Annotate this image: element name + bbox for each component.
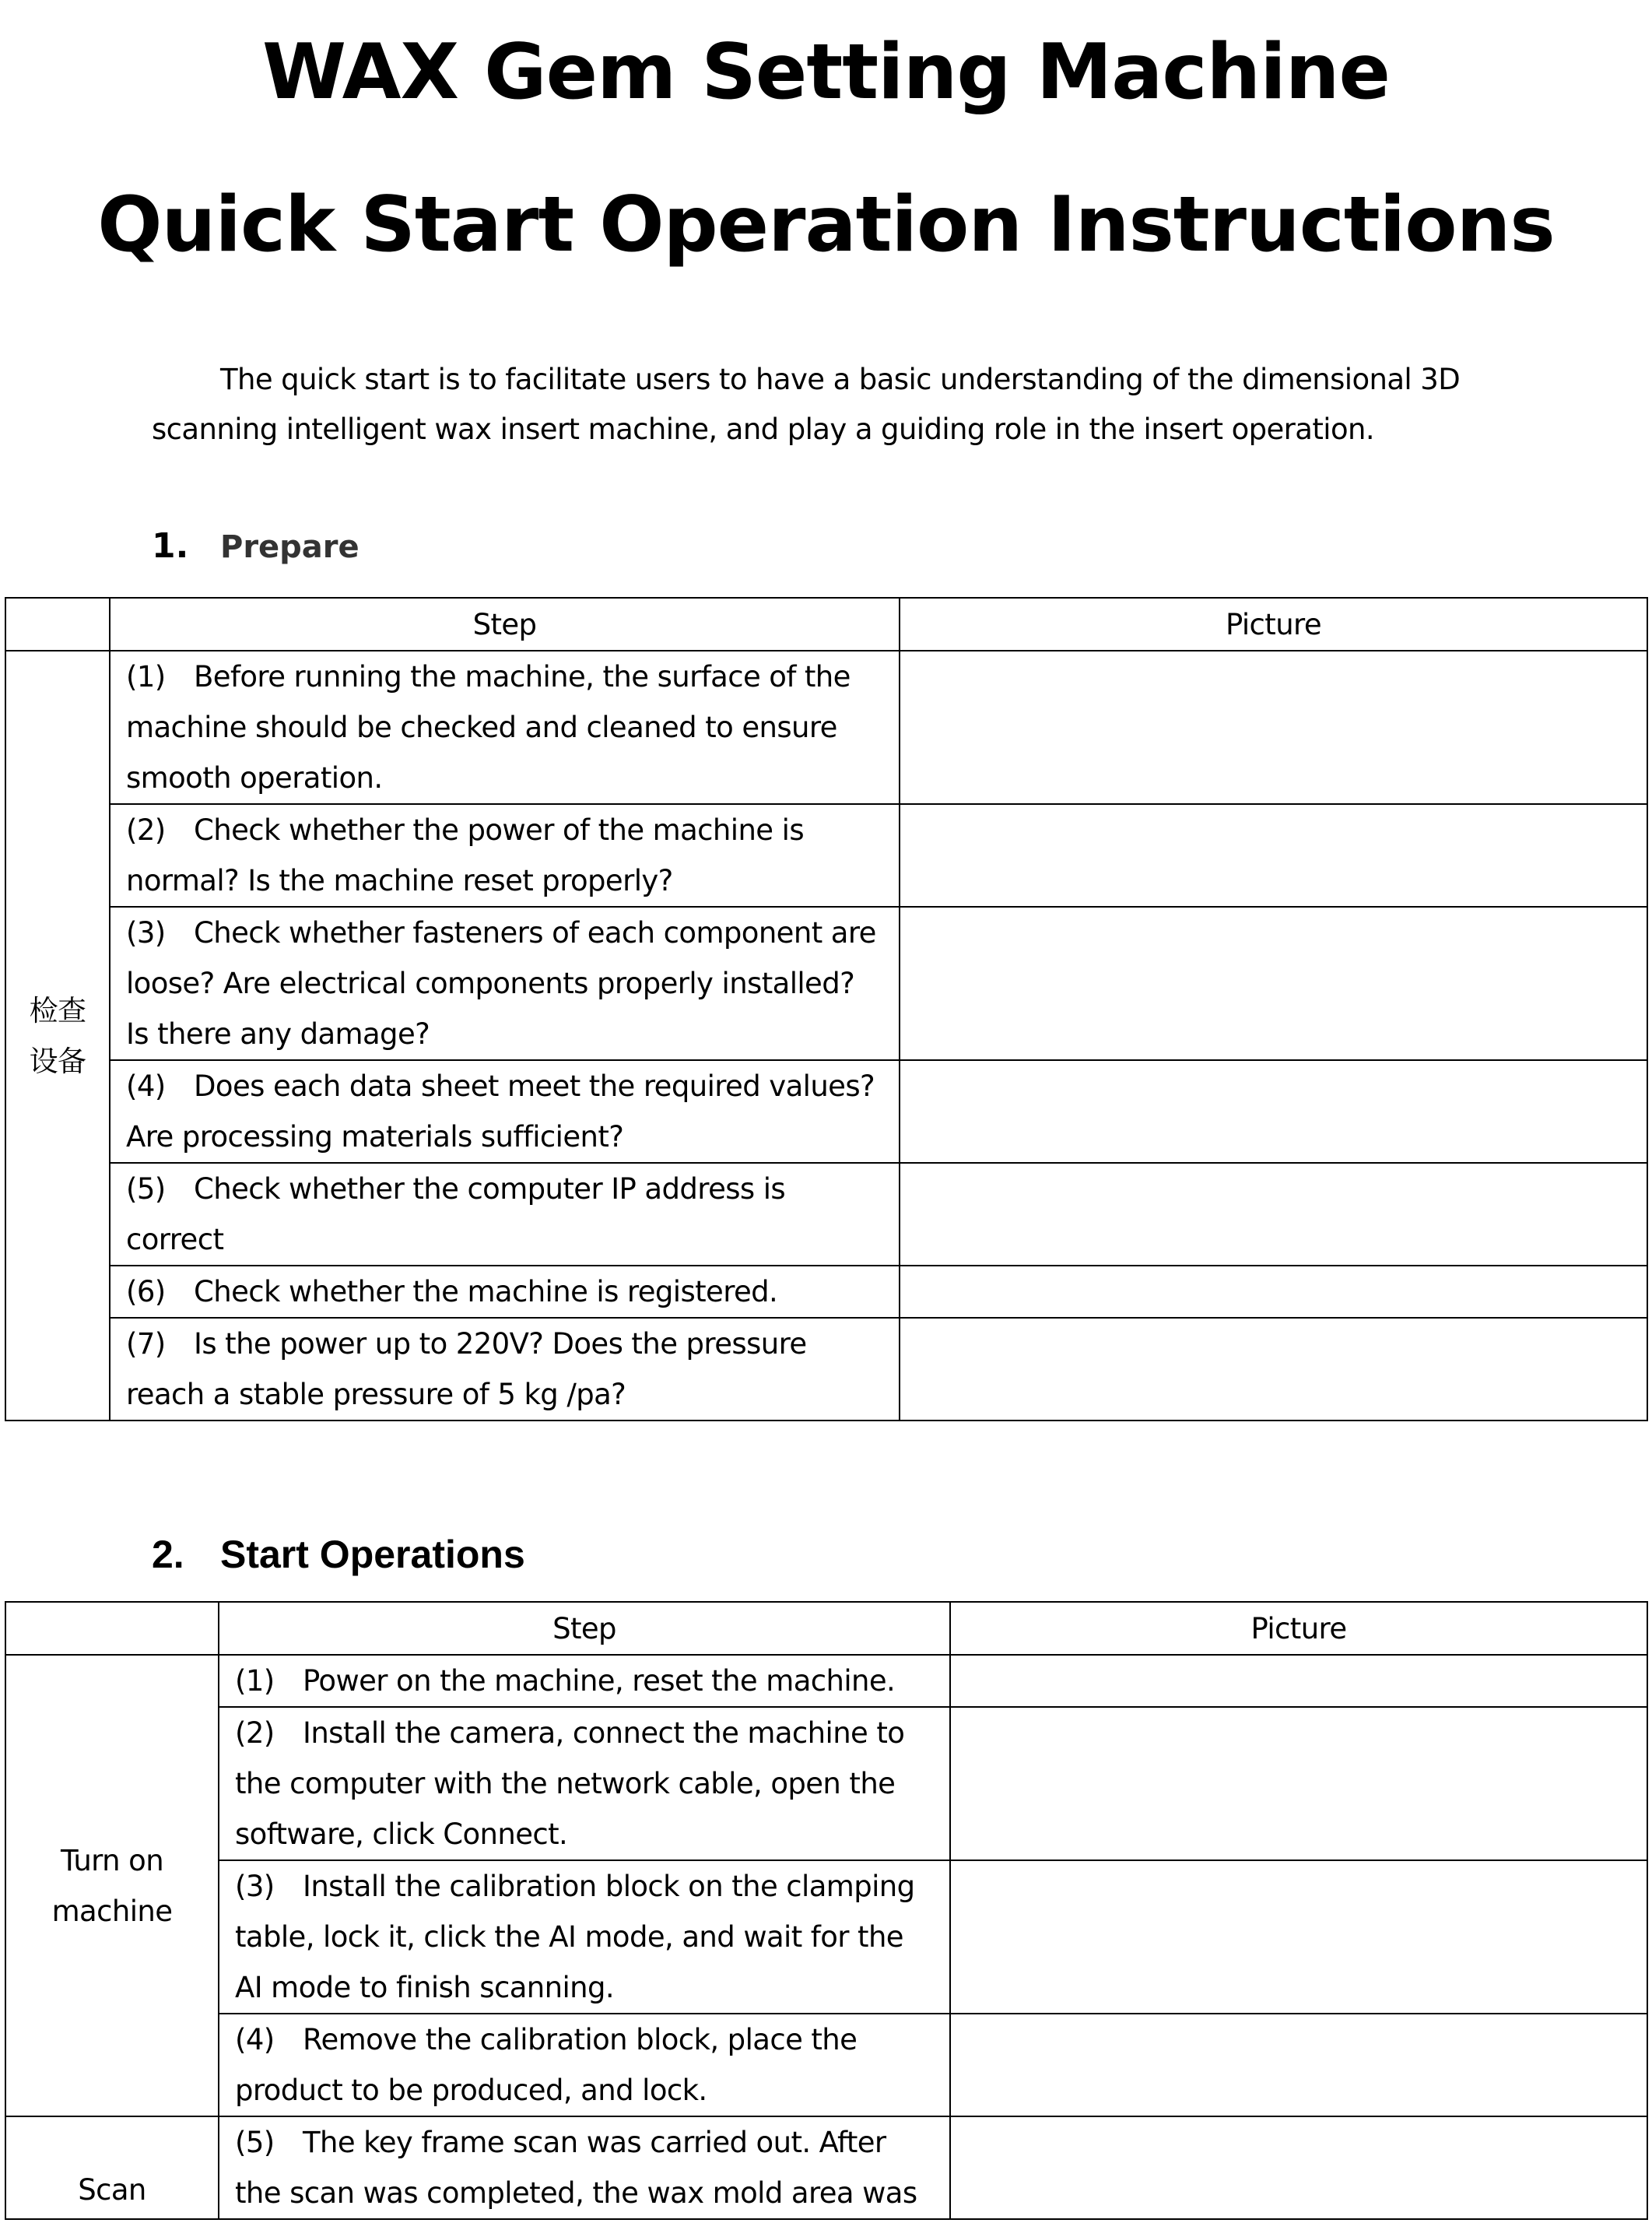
section-heading-start-operations — [152, 1535, 525, 1574]
group-label-scan — [5, 2116, 219, 2219]
group-label-line: 设备 — [29, 1044, 86, 1078]
step-cell: (4) Remove the calibration block, place the product to be produced, and lock. — [219, 2014, 950, 2116]
table-row — [5, 651, 1647, 804]
picture-cell — [950, 1707, 1647, 1860]
header-group — [5, 1602, 219, 1655]
picture-cell — [900, 1318, 1647, 1421]
picture-cell — [900, 1266, 1647, 1318]
table-header-row — [5, 598, 1647, 651]
document-title: WAX Gem Setting Machine — [261, 28, 1391, 117]
table-row — [5, 1655, 1647, 1707]
step-cell: (7) Is the power up to 220V? Does the pressure reach a stable pressure of 5 kg /pa? — [110, 1318, 900, 1421]
header-step: Step — [219, 1602, 950, 1655]
table-row — [5, 1163, 1647, 1266]
table-row — [5, 1707, 1647, 1860]
step-cell: (3) Check whether fasteners of each component are loose? Are electrical components properly installed? Is there any damage? — [110, 907, 900, 1060]
section-title: Prepare — [220, 529, 360, 565]
start-operations-table — [5, 1601, 1648, 2220]
group-label-check-equipment — [5, 651, 110, 1421]
picture-cell — [950, 1860, 1647, 2014]
picture-cell — [950, 1655, 1647, 1707]
picture-cell — [900, 907, 1647, 1060]
step-cell: (6) Check whether the machine is registered. — [110, 1266, 900, 1318]
picture-cell — [950, 2116, 1647, 2219]
step-cell: (2) Check whether the power of the machine is normal? Is the machine reset properly? — [110, 804, 900, 907]
group-label-line: Turn on — [60, 1843, 164, 1877]
picture-cell — [950, 2014, 1647, 2116]
section-number: 2. — [152, 1533, 184, 1576]
step-cell: (5) Check whether the computer IP address is correct — [110, 1163, 900, 1266]
picture-cell — [900, 804, 1647, 907]
table-row — [5, 804, 1647, 907]
header-group — [5, 598, 110, 651]
section-heading-prepare — [152, 526, 360, 566]
table-row — [5, 2014, 1647, 2116]
group-label-line: 检查 — [29, 993, 86, 1027]
step-cell: (2) Install the camera, connect the machine to the computer with the network cable, open the software, click Connect. — [219, 1707, 950, 1860]
step-cell: (3) Install the calibration block on the clamping table, lock it, click the AI mode, and wait for the AI mode to finish scanning. — [219, 1860, 950, 2014]
group-label-line: Scan — [78, 2173, 146, 2207]
picture-cell — [900, 651, 1647, 804]
table-header-row — [5, 1602, 1647, 1655]
table-row — [5, 1860, 1647, 2014]
prepare-table — [5, 597, 1648, 1421]
section-number: 1. — [152, 526, 189, 566]
step-cell: (1) Power on the machine, reset the machine. — [219, 1655, 950, 1707]
group-label-line: machine — [51, 1894, 173, 1928]
table-row — [5, 1318, 1647, 1421]
intro-paragraph: The quick start is to facilitate users to have a basic understanding of the dimensional 3D scanning intelligent wax insert machine, and play a guiding role in the insert operation. — [152, 363, 1461, 446]
header-picture: Picture — [900, 598, 1647, 651]
table-row — [5, 907, 1647, 1060]
step-cell: (4) Does each data sheet meet the required values? Are processing materials sufficient? — [110, 1060, 900, 1163]
document-subtitle: Quick Start Operation Instructions — [97, 181, 1555, 269]
header-step: Step — [110, 598, 900, 651]
picture-cell — [900, 1060, 1647, 1163]
group-label-turn-on-machine — [5, 1655, 219, 2116]
table-row — [5, 2116, 1647, 2219]
step-cell: (1) Before running the machine, the surface of the machine should be checked and cleaned to ensure smooth operation. — [110, 651, 900, 804]
table-row — [5, 1060, 1647, 1163]
step-cell: (5) The key frame scan was carried out. After the scan was completed, the wax mold area was — [219, 2116, 950, 2219]
table-row — [5, 1266, 1647, 1318]
section-title: Start Operations — [220, 1533, 525, 1576]
header-picture: Picture — [950, 1602, 1647, 1655]
picture-cell — [900, 1163, 1647, 1266]
